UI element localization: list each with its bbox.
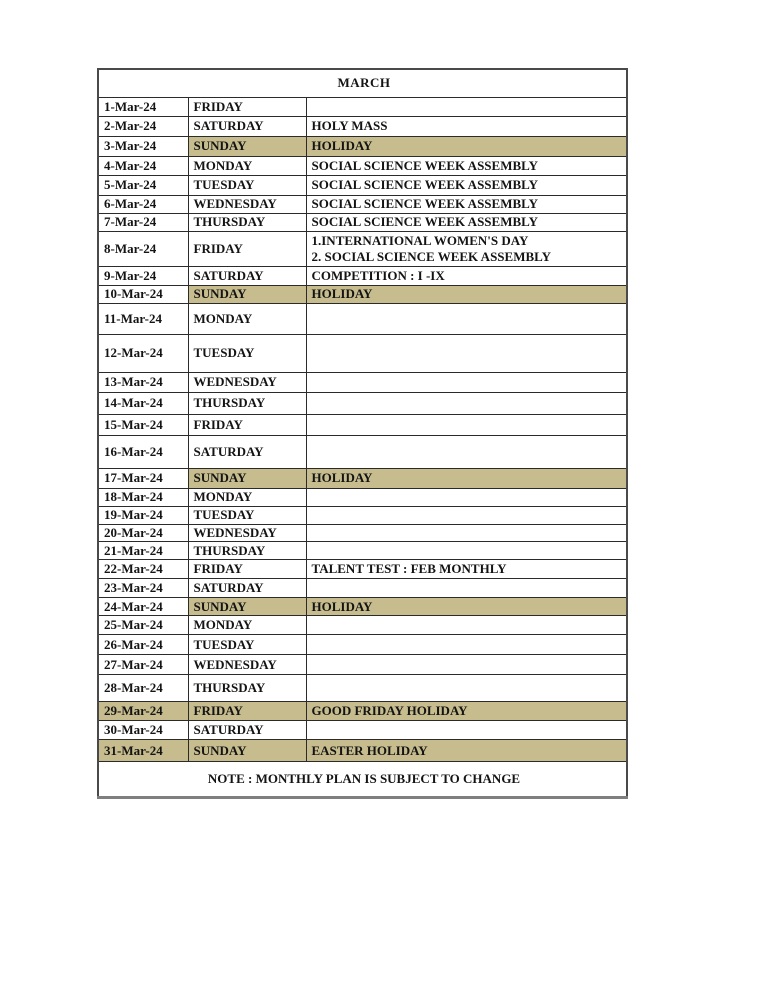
event-cell xyxy=(306,579,627,598)
event-cell xyxy=(306,286,627,304)
date-cell: 19-Mar-24 xyxy=(98,507,188,525)
table-row xyxy=(98,436,627,469)
event-line: HOLIDAY xyxy=(311,138,373,154)
day-cell: THURSDAY xyxy=(188,675,306,702)
day-cell: FRIDAY xyxy=(188,415,306,436)
event-cell xyxy=(306,335,627,373)
date-cell: 17-Mar-24 xyxy=(98,469,188,489)
table-row xyxy=(98,655,627,675)
day-cell: FRIDAY xyxy=(188,560,306,579)
table-row xyxy=(98,137,627,157)
date-cell: 2-Mar-24 xyxy=(98,117,188,137)
date-cell: 7-Mar-24 xyxy=(98,214,188,232)
event-cell xyxy=(306,117,627,137)
date-cell: 20-Mar-24 xyxy=(98,525,188,542)
monthly-plan-table xyxy=(97,68,628,799)
event-cell xyxy=(306,415,627,436)
date-cell: 18-Mar-24 xyxy=(98,489,188,507)
day-cell: SATURDAY xyxy=(188,721,306,740)
day-cell: SATURDAY xyxy=(188,267,306,286)
event-cell xyxy=(306,393,627,415)
event-line: EASTER HOLIDAY xyxy=(311,742,428,758)
day-cell: SATURDAY xyxy=(188,117,306,137)
table-row xyxy=(98,740,627,762)
month-header-row xyxy=(98,69,627,98)
event-cell xyxy=(306,507,627,525)
event-cell xyxy=(306,525,627,542)
event-cell xyxy=(306,560,627,579)
event-line: GOOD FRIDAY HOLIDAY xyxy=(311,703,468,719)
date-cell: 16-Mar-24 xyxy=(98,436,188,469)
day-cell: WEDNESDAY xyxy=(188,196,306,214)
table-row xyxy=(98,393,627,415)
event-cell xyxy=(306,616,627,635)
day-cell: TUESDAY xyxy=(188,335,306,373)
event-line: 1.INTERNATIONAL WOMEN'S DAY xyxy=(311,232,529,248)
date-cell: 21-Mar-24 xyxy=(98,542,188,560)
table-row xyxy=(98,507,627,525)
date-cell: 27-Mar-24 xyxy=(98,655,188,675)
table-row xyxy=(98,598,627,616)
event-line: HOLIDAY xyxy=(311,598,373,614)
event-line: TALENT TEST : FEB MONTHLY xyxy=(311,561,507,577)
table-row xyxy=(98,635,627,655)
table-row xyxy=(98,616,627,635)
table-row xyxy=(98,196,627,214)
date-cell: 29-Mar-24 xyxy=(98,702,188,721)
event-cell xyxy=(306,702,627,721)
date-cell: 12-Mar-24 xyxy=(98,335,188,373)
table-row xyxy=(98,415,627,436)
date-cell: 9-Mar-24 xyxy=(98,267,188,286)
date-cell: 10-Mar-24 xyxy=(98,286,188,304)
table-row xyxy=(98,157,627,176)
day-cell: THURSDAY xyxy=(188,542,306,560)
event-cell xyxy=(306,635,627,655)
date-cell: 14-Mar-24 xyxy=(98,393,188,415)
table-row xyxy=(98,176,627,196)
event-cell xyxy=(306,373,627,393)
day-cell: THURSDAY xyxy=(188,393,306,415)
day-cell: TUESDAY xyxy=(188,176,306,196)
date-cell: 6-Mar-24 xyxy=(98,196,188,214)
table-row xyxy=(98,214,627,232)
event-cell xyxy=(306,740,627,762)
day-cell: WEDNESDAY xyxy=(188,655,306,675)
date-cell: 11-Mar-24 xyxy=(98,304,188,335)
note-row xyxy=(98,762,627,798)
table-row xyxy=(98,525,627,542)
table-row xyxy=(98,286,627,304)
table-row xyxy=(98,560,627,579)
event-cell xyxy=(306,304,627,335)
day-cell: FRIDAY xyxy=(188,98,306,117)
date-cell: 1-Mar-24 xyxy=(98,98,188,117)
table-row xyxy=(98,117,627,137)
event-line: SOCIAL SCIENCE WEEK ASSEMBLY xyxy=(311,214,539,230)
event-cell xyxy=(306,214,627,232)
day-cell: TUESDAY xyxy=(188,635,306,655)
day-cell: SUNDAY xyxy=(188,740,306,762)
date-cell: 31-Mar-24 xyxy=(98,740,188,762)
event-cell xyxy=(306,542,627,560)
event-cell xyxy=(306,176,627,196)
date-cell: 13-Mar-24 xyxy=(98,373,188,393)
day-cell: FRIDAY xyxy=(188,232,306,267)
day-cell: SUNDAY xyxy=(188,286,306,304)
table-row xyxy=(98,702,627,721)
event-line: SOCIAL SCIENCE WEEK ASSEMBLY xyxy=(311,196,539,212)
day-cell: SUNDAY xyxy=(188,598,306,616)
event-line: SOCIAL SCIENCE WEEK ASSEMBLY xyxy=(311,157,539,173)
date-cell: 30-Mar-24 xyxy=(98,721,188,740)
event-cell xyxy=(306,598,627,616)
date-cell: 26-Mar-24 xyxy=(98,635,188,655)
day-cell: WEDNESDAY xyxy=(188,525,306,542)
table-row xyxy=(98,469,627,489)
table-row xyxy=(98,232,627,267)
table-row xyxy=(98,304,627,335)
day-cell: MONDAY xyxy=(188,616,306,635)
table-row xyxy=(98,721,627,740)
day-cell: WEDNESDAY xyxy=(188,373,306,393)
event-line: SOCIAL SCIENCE WEEK ASSEMBLY xyxy=(311,177,539,193)
date-cell: 5-Mar-24 xyxy=(98,176,188,196)
event-line: HOLIDAY xyxy=(311,286,373,302)
day-cell: MONDAY xyxy=(188,489,306,507)
event-cell xyxy=(306,721,627,740)
event-line: HOLY MASS xyxy=(311,118,388,134)
event-cell xyxy=(306,157,627,176)
event-line: COMPETITION : I -IX xyxy=(311,267,445,283)
event-line: 2. SOCIAL SCIENCE WEEK ASSEMBLY xyxy=(311,249,552,264)
event-cell xyxy=(306,137,627,157)
event-cell xyxy=(306,267,627,286)
date-cell: 4-Mar-24 xyxy=(98,157,188,176)
date-cell: 25-Mar-24 xyxy=(98,616,188,635)
day-cell: THURSDAY xyxy=(188,214,306,232)
table-row xyxy=(98,579,627,598)
date-cell: 8-Mar-24 xyxy=(98,232,188,267)
event-cell xyxy=(306,655,627,675)
event-cell xyxy=(306,196,627,214)
event-cell xyxy=(306,489,627,507)
table-row xyxy=(98,675,627,702)
date-cell: 24-Mar-24 xyxy=(98,598,188,616)
date-cell: 3-Mar-24 xyxy=(98,137,188,157)
day-cell: SUNDAY xyxy=(188,137,306,157)
table-row xyxy=(98,489,627,507)
day-cell: SATURDAY xyxy=(188,579,306,598)
event-cell xyxy=(306,675,627,702)
event-cell xyxy=(306,98,627,117)
event-cell xyxy=(306,232,627,267)
day-cell: SATURDAY xyxy=(188,436,306,469)
date-cell: 15-Mar-24 xyxy=(98,415,188,436)
day-cell: SUNDAY xyxy=(188,469,306,489)
table-row xyxy=(98,335,627,373)
day-cell: FRIDAY xyxy=(188,702,306,721)
day-cell: MONDAY xyxy=(188,304,306,335)
month-title: MARCH xyxy=(98,69,627,98)
event-cell xyxy=(306,469,627,489)
event-line: HOLIDAY xyxy=(311,470,373,486)
note-text: NOTE : MONTHLY PLAN IS SUBJECT TO CHANGE xyxy=(98,762,627,798)
event-cell xyxy=(306,436,627,469)
table-row xyxy=(98,267,627,286)
table-row xyxy=(98,542,627,560)
date-cell: 23-Mar-24 xyxy=(98,579,188,598)
plan-rows xyxy=(98,98,627,762)
table-row xyxy=(98,98,627,117)
day-cell: TUESDAY xyxy=(188,507,306,525)
table-row xyxy=(98,373,627,393)
day-cell: MONDAY xyxy=(188,157,306,176)
date-cell: 22-Mar-24 xyxy=(98,560,188,579)
date-cell: 28-Mar-24 xyxy=(98,675,188,702)
